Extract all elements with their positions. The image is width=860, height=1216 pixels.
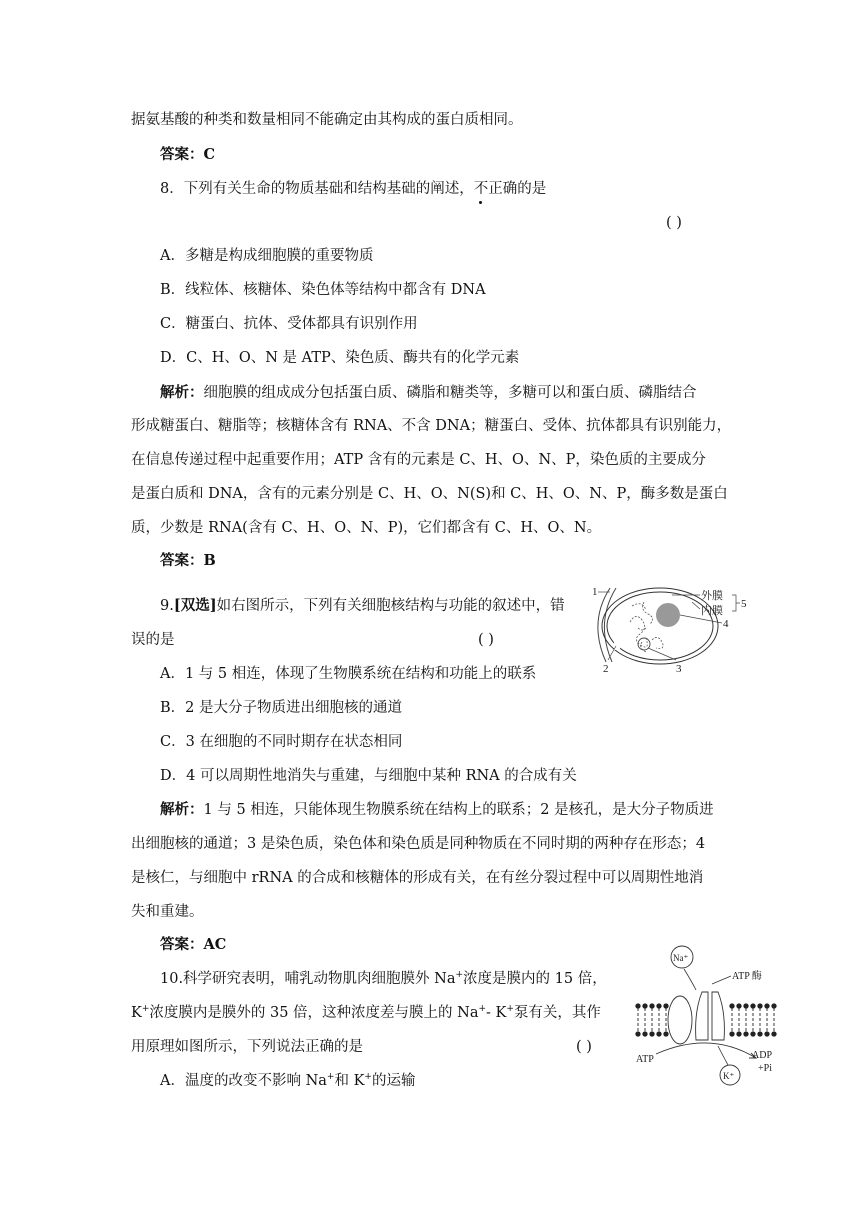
- q8-explanation-line-3: 在信息传递过程中起重要作用；ATP 含有的元素是 C、H、O、N、P，染色质的主要成分: [131, 452, 706, 468]
- er-membrane-inner: [604, 588, 616, 662]
- brace-5: [732, 595, 740, 611]
- atp-enzyme-label: ATP 酶: [732, 971, 762, 982]
- q9-explanation-line-1: 解析：1 与 5 相连，只能体现生物膜系统在结构上的联系；2 是核孔，是大分子物质进: [160, 801, 714, 818]
- q9-option-a: A．1 与 5 相连，体现了生物膜系统在结构和功能上的联系: [160, 666, 537, 682]
- enzyme-leader: [712, 976, 731, 984]
- answer-9: 答案：AC: [160, 936, 227, 953]
- pump-protein: [696, 992, 725, 1040]
- question-10-stem-line-2: K+浓度膜内是膜外的 35 倍，这种浓度差与膜上的 Na+- K+泵有关，其作: [131, 1004, 601, 1021]
- question-9-stem-line-1: 9.[双选]如右图所示，下列有关细胞核结构与功能的叙述中，错: [160, 597, 565, 614]
- label-5: 5: [741, 598, 747, 610]
- q9-explanation-line-3: 是核仁，与细胞中 rRNA 的合成和核糖体的形成有关，在有丝分裂过程中可以周期性地消: [131, 870, 704, 886]
- label-1: 1: [592, 586, 598, 598]
- double-choice-tag: [双选]: [173, 597, 217, 614]
- q9-option-b: B．2 是大分子物质进出细胞核的通道: [160, 700, 402, 716]
- cell-nucleus-diagram: [582, 582, 762, 680]
- explanation-label: 解析：: [160, 801, 204, 818]
- label-2: 2: [603, 663, 609, 675]
- q8-explanation-line-4: 是蛋白质和 DNA，含有的元素分别是 C、H、O、N(S)和 C、H、O、N、P，酶多数是蛋白: [131, 486, 728, 502]
- q8-explanation-line-1: 解析：细胞膜的组成成分包括蛋白质、磷脂和糖类等，多糖可以和蛋白质、磷脂结合: [160, 384, 697, 401]
- q9-option-d: D．4 可以周期性地消失与重建，与细胞中某种 RNA 的合成有关: [160, 768, 577, 784]
- label-4: 4: [723, 618, 729, 630]
- lipid-bilayer-right: [730, 1004, 776, 1036]
- nuclear-pore: [614, 642, 620, 650]
- k-arrow: [718, 1046, 728, 1065]
- q8-explanation-line-2: 形成糖蛋白、糖脂等；核糖体含有 RNA、不含 DNA；糖蛋白、受体、抗体都具有识别能力，: [131, 418, 732, 434]
- question-9-stem-line-2: 误的是: [131, 632, 175, 648]
- q8-explanation-line-5: 质，少数是 RNA(含有 C、H、O、N、P)，它们都含有 C、H、O、N。: [131, 520, 602, 536]
- q8-option-d: D．C、H、O、N 是 ATP、染色质、酶共有的化学元素: [160, 350, 520, 366]
- adp-label: ADP: [752, 1050, 773, 1061]
- q8-option-b: B．线粒体、核糖体、染色体等结构中都含有 DNA: [160, 282, 486, 298]
- nucleolus: [656, 603, 680, 627]
- q10-option-a: A．温度的改变不影响 Na+和 K+的运输: [160, 1072, 416, 1089]
- question-10-answer-blank: ( ): [576, 1039, 592, 1055]
- na-arrow: [684, 969, 696, 990]
- q9-explanation-line-2: 出细胞核的通道；3 是染色质，染色体和染色质是同种物质在不同时期的两种存在形态；4: [131, 836, 706, 852]
- atp-arc: [656, 1043, 756, 1058]
- pi-label: +Pi: [758, 1063, 772, 1074]
- channel-protein: [668, 996, 692, 1044]
- leader-3: [648, 648, 676, 660]
- answer-8: 答案：B: [160, 552, 216, 569]
- q8-option-c: C．糖蛋白、抗体、受体都具有识别作用: [160, 316, 418, 332]
- atp-label: ATP: [636, 1054, 654, 1065]
- label-3: 3: [676, 663, 682, 675]
- question-10-stem-line-3: 用原理如图所示，下列说法正确的是: [131, 1039, 363, 1055]
- question-9-answer-blank: ( ): [478, 632, 494, 648]
- explanation-label: 解析：: [160, 384, 204, 401]
- label-inner-membrane: 内膜: [701, 605, 723, 617]
- continued-explanation: 据氨基酸的种类和数量相同不能确定由其构成的蛋白质相同。: [131, 112, 523, 128]
- sodium-potassium-pump-diagram: [632, 942, 792, 1092]
- question-10-stem-line-1: 10.科学研究表明，哺乳动物肌肉细胞膜外 Na+浓度是膜内的 15 倍，: [160, 970, 607, 987]
- q9-option-c: C．3 在细胞的不同时期存在状态相同: [160, 734, 403, 750]
- answer-7: 答案：C: [160, 146, 216, 163]
- question-8-stem: 8．下列有关生命的物质基础和结构基础的阐述，不正确的是: [160, 181, 547, 197]
- k-label: K⁺: [723, 1071, 735, 1081]
- label-outer-membrane: 外膜: [701, 590, 723, 602]
- na-label: Na⁺: [673, 953, 689, 963]
- emphasis-dot-char: 不: [473, 181, 489, 197]
- q9-explanation-line-4: 失和重建。: [131, 904, 204, 920]
- lipid-bilayer-left: [636, 1004, 668, 1036]
- question-8-answer-blank: ( ): [666, 215, 682, 231]
- q8-option-a: A．多糖是构成细胞膜的重要物质: [160, 248, 374, 264]
- inner-membrane: [607, 592, 713, 660]
